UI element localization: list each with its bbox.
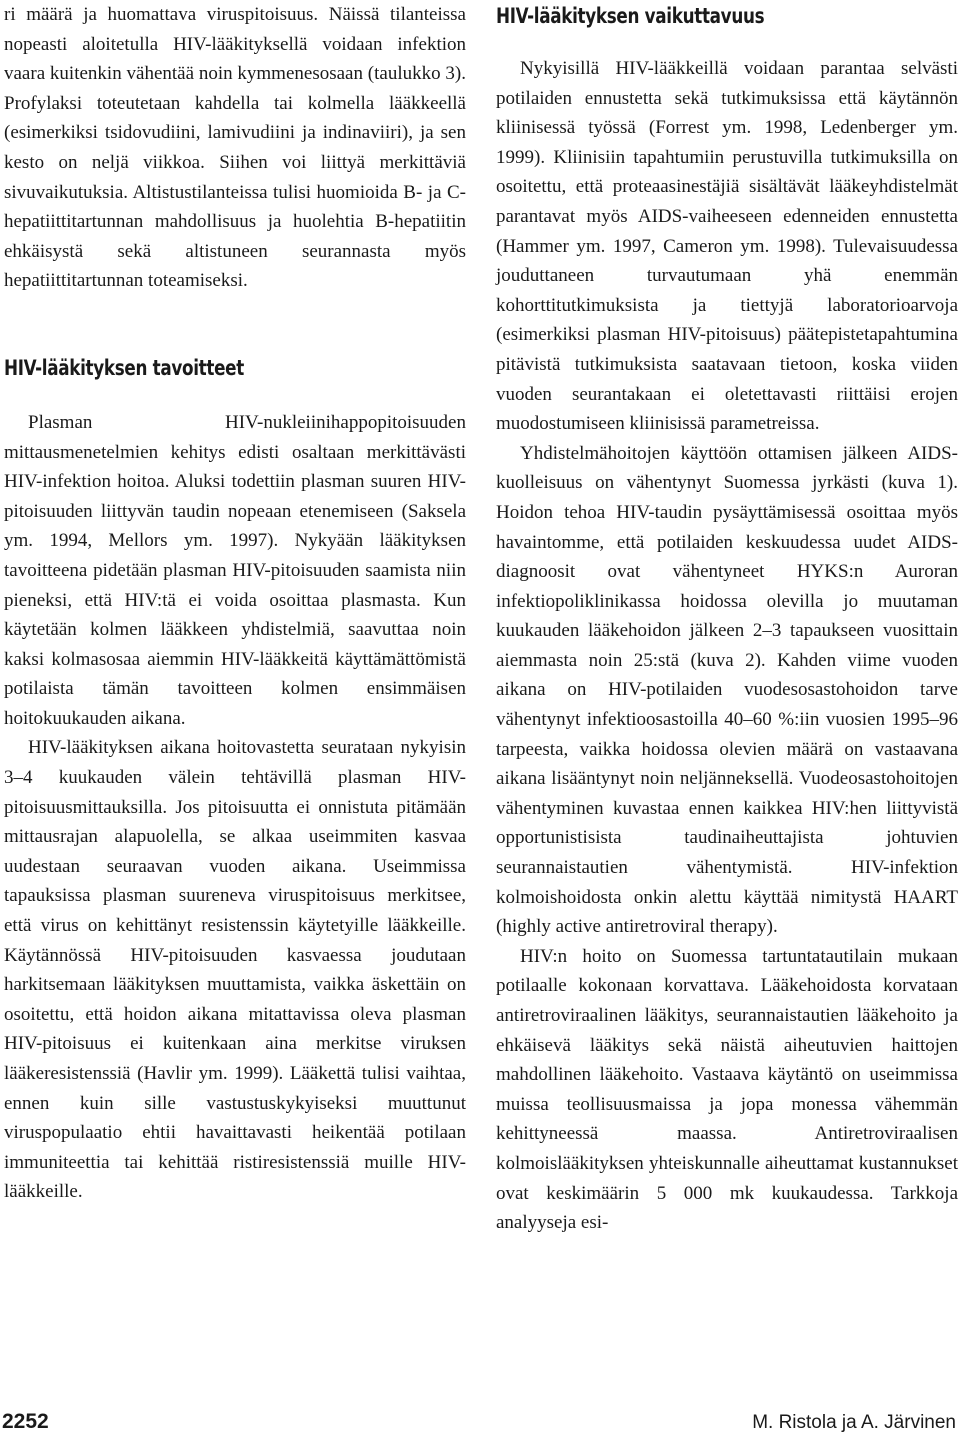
body-paragraph: ri määrä ja huomattava viruspitoisuus. Näissä tilanteissa nopeasti aloitetulla HIV-lääkityksellä voidaan infektion vaara kuitenkin vähentää noin kymmenesosaan (taulukko 3). Profylaksi toteutetaan kahdella tai kolmella lääkkeellä (esimerkiksi tsidovudiini, lamivudiini ja indinaviiri), ja sen kesto on neljä viikkoa. Siihen voi liittyä merkittäviä sivuvaikutuksia. Altistustilanteissa tulisi huomioida B- ja C-hepatiittitartunnan mahdollisuus ja huolehtia B-hepatiitin ehkäisystä sekä altistuneen seurannasta myös hepatiittitartunnan toteamiseksi. [4, 4, 466, 292]
left-column [4, 0, 466, 1207]
body-paragraph: HIV-lääkityksen aikana hoitovastetta seurataan nykyisin 3–4 kuukauden välein tehtävillä plasman HIV-pitoisuusmittauksilla. Jos pitoisuutta ei onnistuta pitämään mittausrajan alapuolella, se alkaa useimmiten kasvaa uudestaan seuraavan vuoden aikana. Useimmissa tapauksissa plasman suureneva viruspitoisuus merkitsee, että virus on kehittänyt resistenssin käytetyille lääkkeille. Käytännössä HIV-pitoisuuden kasvaessa joudutaan harkitsemaan lääkityksen muuttamista, vaikka äskettäin on osoitettu, että hoidon aikana mitattavissa oleva plasman HIV-pitoisuus ei kuitenkaan aina merkitse viruksen lääkeresistenssiä (Havlir ym. 1999). Lääkettä tulisi vaihtaa, ennen kuin sille vastustuskykyiseksi muuttunut viruspopulaatio ehtii havaittavasti heikentää potilaan immuniteettia tai kehittää ristiresistenssiä muille HIV-lääkkeille. [4, 737, 466, 1203]
page-footer [0, 1410, 960, 1438]
body-paragraph: Nykyisillä HIV-lääkkeillä voidaan parantaa selvästi potilaiden ennustetta sekä tutkimuksissa että käytännön kliinisessä työssä (Forrest ym. 1998, Ledenberger ym. 1999). Kliinisiin tapahtumiin perustuvilla tutkimuksilla on osoitettu, että proteaasinestäjiä sisältävät lääkeyhdistelmät parantavat myös AIDS-vaiheeseen edenneiden ennustetta (Hammer ym. 1997, Cameron ym. 1998). Tulevaisuudessa jouduttaneen turvautumaan yhä enemmän kohorttitutkimuksista ja tiettyjä laboratorioarvoja (esimerkiksi plasman HIV-pitoisuus) päätepistetapahtumina pitävistä tutkimuksista saatavaan tietoon, koska viiden vuoden seurantakaan ei oletettavasti riittäisi erojen muodostumiseen kliinisissä parametreissa. [496, 58, 958, 435]
body-paragraph: HIV:n hoito on Suomessa tartuntatautilain mukaan potilaalle kokonaan korvattava. Lääkehoidosta korvataan antiretroviraalinen lääkitys, seurannaistautien lääkehoito ja ehkäisevä lääkitys sekä näistä aiheutuvien haittojen mahdollinen lääkehoito. Vastaava käytäntö on useimmissa muissa teollisuusmaissa ja jopa monessa vähemmän kehittyneessä maassa. Antiretroviraalisen kolmoislääkityksen yhteiskunnalle aiheuttamat kustannukset ovat keskimäärin 5 000 mk kuukaudessa. Tarkkoja analyyseja esi- [496, 945, 958, 1234]
section-heading-effectiveness: HIV-lääkityksen vaikuttavuus [496, 4, 765, 28]
body-paragraph: Yhdistelmähoitojen käyttöön ottamisen jälkeen AIDS-kuolleisuus on vähentynyt Suomessa jyrkästi (kuva 1). Hoidon tehoa HIV-taudin pysäyttämisessä osoittaa myös havaintomme, että potilaiden keskuudessa uudet AIDS-diagnoosit ovat vähentyneet HYKS:n Auroran infektiopoliklinikassa hoidossa olevilla jo muutaman kuukauden lääkehoidon jälkeen 2–3 tapaukseen vuosittain aiemmasta noin 25:stä (kuva 2). Kahden viime vuoden aikana on HIV-potilaiden vuodesosastohoidon tarve vähentynyt infektioosastoilla 40–60 %:iin vuosien 1995–96 tarpeesta, vaikka hoidossa olevien määrä on vastaavana aikana lisääntynyt noin neljänneksellä. Vuodeosastohoitojen vähentyminen kuvastaa ennen kaikkea HIV:hen liittyvistä opportunistisista taudinaiheuttajista johtuvien seurannaistautien vähentymistä. HIV-infektion kolmoishoidosta onkin alettu käyttää nimitystä HAART (highly active antiretroviral therapy). [496, 442, 958, 938]
section-heading-goals: HIV-lääkityksen tavoitteet [4, 355, 244, 380]
page-number: 2252 [2, 1410, 49, 1433]
right-column [496, 0, 958, 1238]
running-footer-authors: M. Ristola ja A. Järvinen [752, 1412, 956, 1433]
body-paragraph: Plasman HIV-nukleiinihappopitoisuuden mittausmenetelmien kehitys edisti osaltaan merkittävästi HIV-infektion hoitoa. Aluksi todettiin plasman suuren HIV-pitoisuuden liittyvän taudin nopeaan etenemiseen (Saksela ym. 1994, Mellors ym. 1997). Nykyään lääkityksen tavoitteena pidetään plasman HIV-pitoisuuden saamista niin pieneksi, että HIV:tä ei voida osoittaa plasmasta. Kun käytetään kolmen lääkkeen yhdistelmiä, saavuttaa noin kaksi kolmasosaa aiemmin HIV-lääkkeitä käyttämättömistä potilaista tämän tavoitteen kolmen ensimmäisen hoitokuukauden aikana. [4, 411, 466, 729]
